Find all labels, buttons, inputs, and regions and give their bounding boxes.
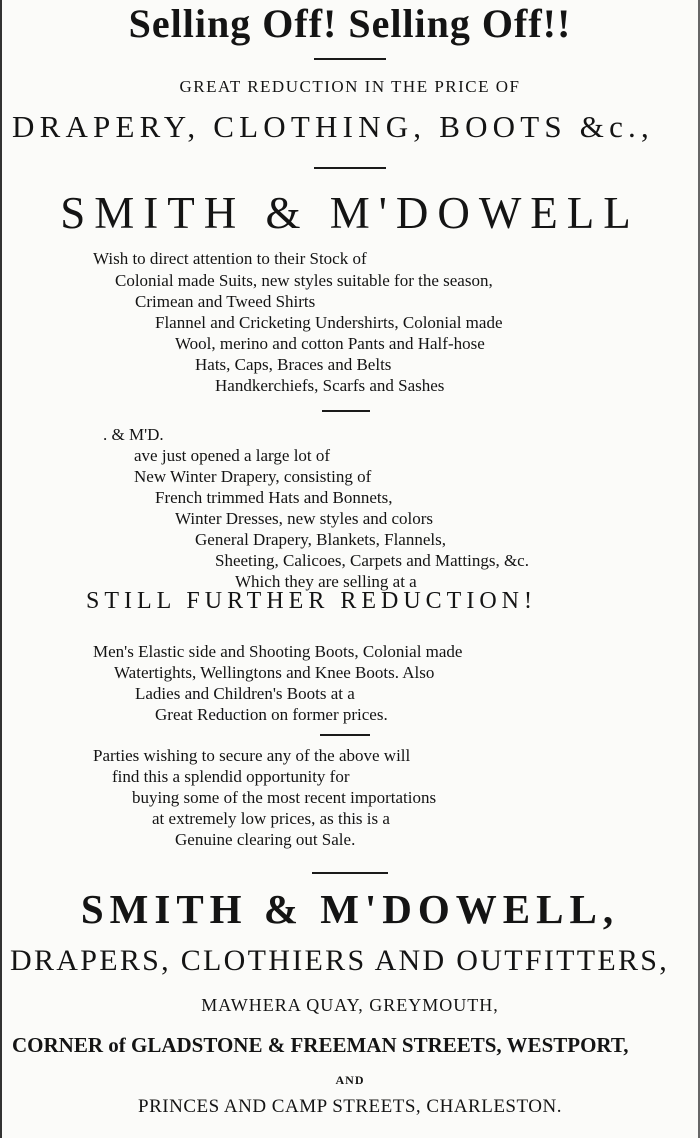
firm-name-footer: SMITH & M'DOWELL,	[80, 886, 620, 932]
firm-name: SMITH & M'DOWELL	[60, 188, 640, 238]
headline: Selling Off! Selling Off!!	[128, 1, 572, 46]
winter-line: . & M'D.	[103, 425, 164, 444]
divider-rule	[312, 872, 388, 874]
stock-line: Handkerchiefs, Scarfs and Sashes	[215, 376, 445, 395]
parties-line: find this a splendid opportunity for	[112, 767, 350, 786]
trade-line: DRAPERS, CLOTHIERS AND OUTFITTERS,	[10, 944, 670, 977]
winter-line: Sheeting, Calicoes, Carpets and Mattings, &c.	[215, 551, 529, 570]
and-word: AND	[335, 1073, 365, 1087]
divider-rule	[314, 167, 386, 169]
divider-rule	[322, 410, 370, 412]
parties-line: at extremely low prices, as this is a	[152, 809, 390, 828]
reduction-banner: STILL FURTHER REDUCTION!	[86, 588, 537, 614]
goods-line: DRAPERY, CLOTHING, BOOTS &c.,	[12, 109, 654, 144]
address-greymouth: MAWHERA QUAY, GREYMOUTH,	[201, 995, 499, 1015]
stock-line: Crimean and Tweed Shirts	[135, 292, 316, 311]
parties-line: Parties wishing to secure any of the above will	[93, 746, 411, 765]
reduction-line: GREAT REDUCTION IN THE PRICE OF	[179, 77, 521, 96]
stock-line: Hats, Caps, Braces and Belts	[195, 355, 392, 374]
boots-line: Watertights, Wellingtons and Knee Boots. Also	[114, 663, 435, 682]
boots-line: Ladies and Children's Boots at a	[135, 684, 355, 703]
winter-line: General Drapery, Blankets, Flannels,	[195, 530, 446, 549]
address-westport: CORNER of GLADSTONE & FREEMAN STREETS, WESTPORT,	[12, 1033, 629, 1057]
stock-line: Flannel and Cricketing Undershirts, Colonial made	[155, 313, 503, 332]
boots-line: Great Reduction on former prices.	[155, 705, 388, 724]
boots-line: Men's Elastic side and Shooting Boots, Colonial made	[93, 642, 463, 661]
divider-rule	[320, 734, 370, 736]
parties-line: buying some of the most recent importations	[132, 788, 437, 807]
stock-line: Wish to direct attention to their Stock of	[93, 249, 367, 268]
address-charleston: PRINCES AND CAMP STREETS, CHARLESTON.	[138, 1096, 562, 1117]
divider-rule	[314, 58, 386, 60]
stock-line: Wool, merino and cotton Pants and Half-hose	[175, 334, 485, 353]
winter-line: Which they are selling at a	[235, 572, 417, 591]
winter-line: French trimmed Hats and Bonnets,	[155, 488, 393, 507]
stock-line: Colonial made Suits, new styles suitable for the season,	[115, 271, 493, 290]
parties-line: Genuine clearing out Sale.	[175, 830, 356, 849]
winter-line: ave just opened a large lot of	[134, 446, 331, 465]
winter-line: Winter Dresses, new styles and colors	[175, 509, 434, 528]
winter-line: New Winter Drapery, consisting of	[134, 467, 372, 486]
